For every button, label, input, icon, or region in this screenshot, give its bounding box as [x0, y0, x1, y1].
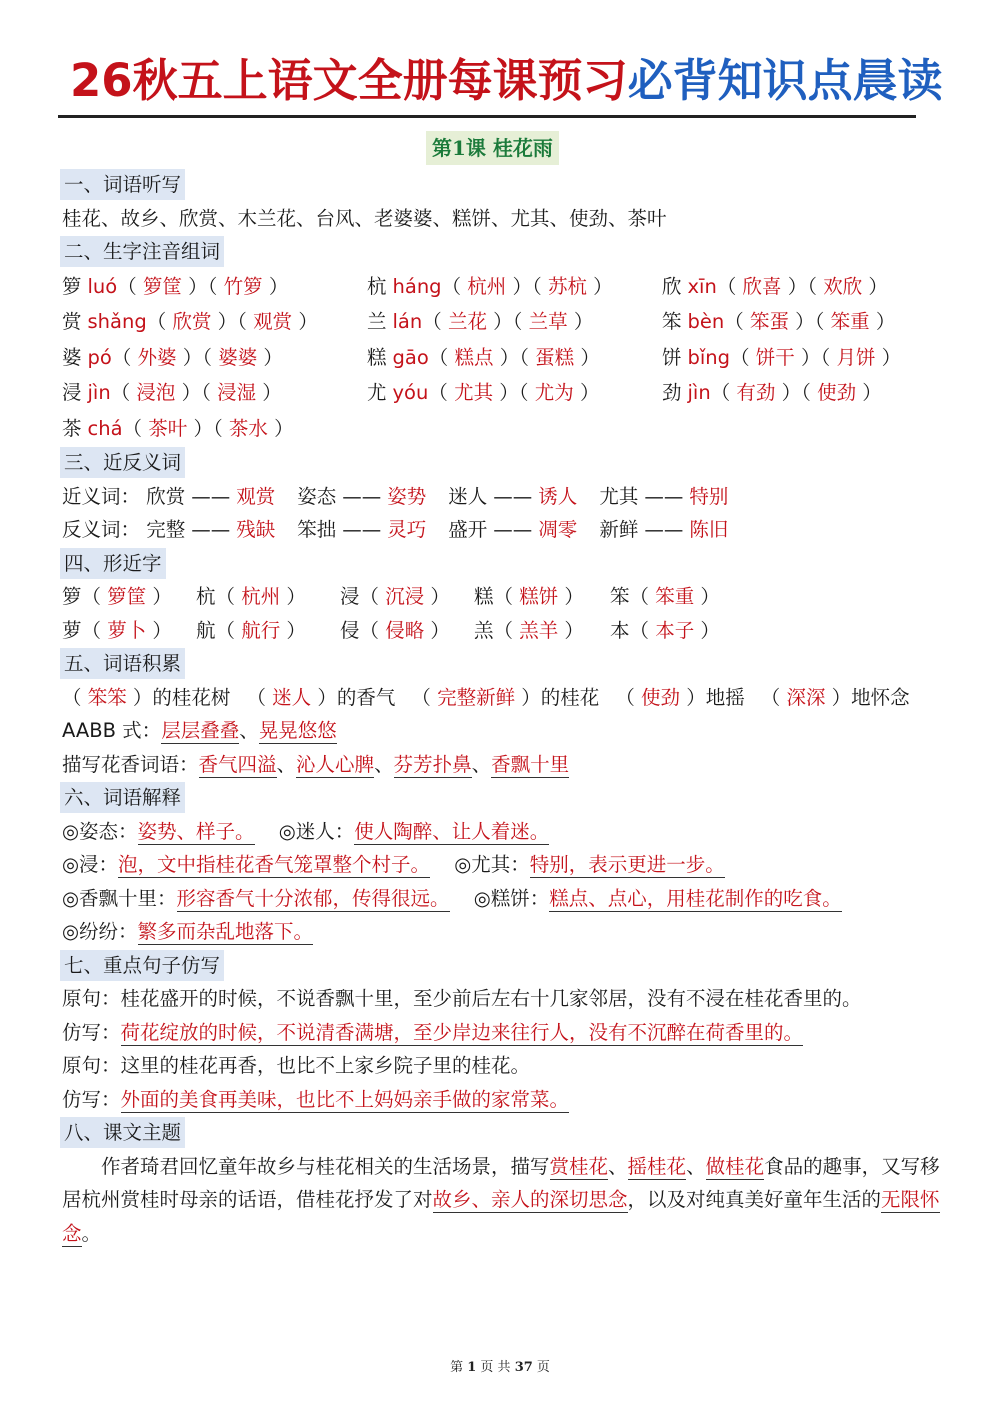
word-pair	[297, 485, 426, 508]
pinyin-word: 饼干	[755, 345, 795, 369]
pair-word: 盛开	[448, 518, 488, 541]
explanation-def: 形容香气十分浓郁，传得很远。	[176, 886, 450, 910]
theme-text: 作者琦君回忆童年故乡与桂花相关的生活场景，描写	[101, 1154, 550, 1178]
theme-keyword: 赏桂花	[549, 1154, 609, 1178]
fragrance-word: 香气四溢	[198, 752, 277, 776]
explanation-row	[62, 848, 952, 882]
pinyin: luó	[87, 274, 118, 298]
pair-word-answer: 诱人	[538, 484, 578, 508]
fragrance-word: 芬芳扑鼻	[393, 752, 472, 776]
similar-char-entry: 萝（ 萝卜 ）	[62, 618, 172, 642]
phrase-tail: 地摇	[705, 685, 745, 709]
similar-chars-row	[62, 580, 952, 614]
pinyin-char: 箩	[62, 274, 82, 298]
pair-word-answer: 特别	[689, 484, 729, 508]
pinyin: bǐng	[687, 345, 731, 369]
pinyin-char: 浸	[62, 381, 82, 404]
pinyin-char: 婆	[62, 345, 82, 369]
word-pair	[146, 485, 275, 508]
original-text: 桂花盛开的时候，不说香飘十里，至少前后左右十几家邻居，没有不浸在桂花香里的。	[120, 987, 862, 1010]
theme-keyword: 做桂花	[705, 1154, 765, 1178]
pinyin-word: 苏杭	[547, 274, 587, 298]
original-text: 这里的桂花再香，也比不上家乡院子里的桂花。	[120, 1054, 531, 1077]
original-label: 原句：	[62, 1054, 121, 1077]
similar-char-entry: 箩（ 箩筐 ）	[62, 585, 172, 608]
theme-text: 食品的趣事，又写移居杭州赏桂时母亲的话语，借桂花抒发了对	[62, 1154, 940, 1211]
pinyin: xīn	[687, 274, 717, 298]
fragrance-word: 香飘十里	[491, 752, 570, 776]
pinyin-char: 劲	[662, 381, 682, 404]
similar-chars-row	[62, 614, 952, 648]
section-heading-theme: 八、课文主题	[60, 1117, 185, 1148]
explanation-def: 泡，文中指桂花香气笼罩整个村子。	[118, 853, 431, 876]
pinyin-char: 欣	[662, 274, 682, 298]
similar-char: 萝	[62, 618, 82, 642]
pair-dash: ——	[342, 484, 382, 508]
similar-char-word: 沉浸	[385, 585, 425, 608]
theme-keyword: 无限怀念	[62, 1188, 940, 1245]
phrase-word: 迷人	[272, 685, 312, 709]
pinyin-word: 箩筐	[142, 274, 182, 298]
section-heading-word-accumulation: 五、词语积累	[60, 648, 185, 679]
pinyin-char: 杭	[367, 274, 387, 298]
pinyin-entry: 饼 bǐng（ 饼干 ）（ 月饼 ）	[662, 345, 902, 369]
section-heading-synonyms: 三、近反义词	[60, 447, 185, 478]
footer-text: 第	[450, 1360, 464, 1375]
phrase-tail: 的香气	[336, 685, 396, 709]
pinyin: jìn	[87, 381, 111, 404]
phrase: （ 深深 ）地怀念	[760, 685, 910, 709]
similar-char: 侵	[340, 618, 360, 642]
fragrance-label: 描写花香词语：	[62, 752, 199, 776]
similar-char: 箩	[62, 585, 82, 608]
word-pair	[599, 485, 728, 508]
pair-word: 完整	[146, 518, 186, 541]
page-footer	[0, 1356, 1000, 1375]
pinyin-char: 尤	[367, 381, 387, 404]
phrase: （ 笨笨 ）的桂花树	[62, 685, 231, 709]
phrase-word: 使劲	[641, 685, 681, 709]
fragrance-word: 沁人心脾	[296, 752, 375, 776]
pinyin-entry: 欣 xīn（ 欣喜 ）（ 欢欣 ）	[662, 274, 888, 298]
section-heading-explanations: 六、词语解释	[60, 782, 185, 813]
pair-word: 姿态	[297, 484, 337, 508]
aabb-row: AABB 式：层层叠叠、晃晃悠悠	[62, 719, 337, 742]
explanation-term: ◎迷人：	[278, 819, 355, 843]
similar-char-word: 本子	[655, 618, 695, 642]
imitation-text: 外面的美食再美味，也比不上妈妈亲手做的家常菜。	[120, 1087, 570, 1111]
pinyin-char: 笨	[662, 310, 682, 333]
theme-separator: 、	[608, 1154, 628, 1178]
word-pair	[146, 518, 275, 541]
lesson-title: 第1课 桂花雨	[426, 131, 559, 165]
antonym-row	[62, 513, 952, 547]
pinyin-word: 竹箩	[223, 274, 263, 298]
word-pair	[297, 518, 426, 541]
pair-word: 欣赏	[146, 484, 186, 508]
pair-word: 迷人	[448, 484, 488, 508]
pinyin-word: 浸湿	[217, 381, 257, 404]
phrase-tail: 的桂花	[540, 685, 600, 709]
title-part-c: 必背知识点晨读	[627, 54, 943, 107]
word-pair	[448, 518, 577, 541]
pinyin-word: 观赏	[253, 310, 293, 333]
similar-char: 羔	[474, 618, 494, 642]
pinyin: gāo	[392, 345, 429, 369]
pinyin: jìn	[687, 381, 711, 404]
similar-char-entry: 笨（ 笨重 ）	[610, 585, 720, 608]
pair-word-answer: 凋零	[538, 518, 578, 541]
similar-char-word: 杭州	[241, 585, 281, 608]
pinyin-word: 欣喜	[742, 274, 782, 298]
pinyin-word: 杭州	[467, 274, 507, 298]
pinyin-row	[62, 375, 952, 411]
pinyin-entry: 糕 gāo（ 糕点 ）（ 蛋糕 ）	[367, 345, 600, 369]
dictation-words: 桂花、故乡、欣赏、木兰花、台风、老婆婆、糕饼、尤其、使劲、茶叶	[62, 206, 667, 230]
pinyin-word: 婆婆	[218, 345, 258, 369]
pinyin-word: 欣赏	[172, 310, 212, 333]
pair-word: 新鲜	[599, 518, 639, 541]
pair-word-answer: 观赏	[236, 484, 276, 508]
similar-char-entry: 糕（ 糕饼 ）	[474, 585, 584, 608]
pinyin: pó	[87, 345, 112, 369]
pinyin-word: 浸泡	[136, 381, 176, 404]
theme-separator: 、	[686, 1154, 706, 1178]
synonym-row	[62, 480, 952, 514]
pair-dash: ——	[191, 484, 231, 508]
explanation-term: ◎尤其：	[454, 853, 530, 876]
similar-char: 糕	[474, 585, 494, 608]
section-heading-dictation: 一、词语听写	[60, 169, 185, 200]
theme-text: ，以及对纯真美好童年生活的	[627, 1188, 882, 1211]
pinyin-word: 茶水	[228, 416, 268, 440]
pair-word: 笨拙	[297, 518, 337, 541]
pinyin-word: 尤为	[534, 381, 574, 404]
phrase-row	[62, 681, 952, 715]
pinyin: háng	[392, 274, 442, 298]
phrase-tail: 的桂花树	[152, 685, 231, 709]
phrase: （ 迷人 ）的香气	[246, 685, 396, 709]
explanation-row	[62, 882, 952, 916]
pinyin-word: 欢欣	[823, 274, 863, 298]
theme-keyword: 摇桂花	[627, 1154, 687, 1178]
similar-char-entry: 杭（ 杭州 ）	[196, 585, 306, 608]
pinyin-word: 笨重	[830, 310, 870, 333]
pair-dash: ——	[342, 518, 382, 541]
pair-dash: ——	[644, 518, 684, 541]
aabb-word: 晃晃悠悠	[258, 719, 337, 742]
aabb-word: 层层叠叠	[161, 719, 240, 742]
pinyin-entry: 杭 háng（ 杭州 ）（ 苏杭 ）	[367, 274, 613, 298]
explanation-term: ◎姿态：	[62, 819, 138, 843]
pair-word: 尤其	[599, 484, 639, 508]
imitation-sentence	[62, 1016, 952, 1050]
pair-word-answer: 残缺	[236, 518, 276, 541]
content	[62, 168, 952, 1250]
phrase: （ 完整新鲜 ）的桂花	[411, 685, 600, 709]
pair-dash: ——	[191, 518, 231, 541]
explanation-def: 特别，表示更进一步。	[529, 853, 725, 876]
pinyin-word: 使劲	[817, 381, 857, 404]
pinyin-word: 茶叶	[148, 416, 188, 440]
footer-text: 页	[536, 1360, 550, 1375]
pinyin-entry: 劲 jìn（ 有劲 ）（ 使劲 ）	[662, 381, 882, 404]
explanation-row	[62, 815, 952, 849]
section-heading-imitation: 七、重点句子仿写	[60, 950, 224, 981]
pinyin-word: 尤其	[454, 381, 494, 404]
pinyin: chá	[87, 416, 123, 440]
phrase-tail: 地怀念	[851, 685, 910, 709]
explanation-def: 姿势、样子。	[137, 819, 255, 843]
pinyin-word: 有劲	[736, 381, 776, 404]
similar-char-entry: 侵（ 侵略 ）	[340, 618, 450, 642]
pinyin: lán	[392, 310, 423, 333]
theme-keyword: 故乡、亲人的深切思念	[432, 1188, 628, 1211]
explanation-def: 糕点、点心，用桂花制作的吃食。	[549, 886, 842, 910]
pinyin-word: 兰草	[528, 310, 568, 333]
page-number: 1	[467, 1360, 477, 1375]
pinyin-row	[62, 269, 952, 305]
title-part-a: 26秋五上语文全册	[70, 54, 448, 107]
antonym-label: 反义词：	[62, 518, 141, 541]
pinyin-entry: 赏 shǎng（ 欣赏 ）（ 观赏 ）	[62, 310, 318, 333]
similar-char-entry: 航（ 航行 ）	[196, 618, 306, 642]
pinyin-char: 兰	[367, 310, 387, 333]
phrase-word: 完整新鲜	[437, 685, 516, 709]
pinyin-char: 茶	[62, 416, 82, 440]
pair-dash: ——	[493, 484, 533, 508]
theme-paragraph	[62, 1150, 942, 1251]
pinyin-row	[62, 340, 952, 376]
total-pages: 37	[514, 1360, 533, 1375]
explanation-row	[62, 915, 952, 949]
word-pair	[599, 518, 728, 541]
similar-char: 本	[610, 618, 630, 642]
footer-text: 页 共	[480, 1360, 511, 1375]
explanation-def: 使人陶醉、让人着迷。	[354, 819, 550, 843]
pair-word-answer: 灵巧	[387, 518, 427, 541]
similar-char-word: 笨重	[655, 585, 695, 608]
similar-char-word: 羔羊	[519, 618, 559, 642]
pinyin-entry: 婆 pó（ 外婆 ）（ 婆婆 ）	[62, 345, 283, 369]
pair-dash: ——	[644, 484, 684, 508]
pinyin-entry: 笨 bèn（ 笨蛋 ）（ 笨重 ）	[662, 310, 896, 333]
aabb-label: AABB 式：	[62, 719, 162, 742]
imitation-label: 仿写：	[62, 1020, 121, 1044]
pinyin-entry: 浸 jìn（ 浸泡 ）（ 浸湿 ）	[62, 381, 282, 404]
pinyin-word: 月饼	[836, 345, 876, 369]
pinyin-grid	[62, 269, 952, 447]
similar-char-word: 航行	[241, 618, 281, 642]
title-divider	[58, 115, 916, 118]
pinyin-word: 蛋糕	[535, 345, 575, 369]
title-part-b: 每课预习	[447, 54, 628, 107]
theme-text: 。	[81, 1221, 102, 1245]
fragrance-row: 描写花香词语：香气四溢、沁人心脾、芬芳扑鼻、香飘十里	[62, 752, 570, 776]
pinyin-entry: 茶 chá（ 茶叶 ）（ 茶水 ）	[62, 416, 294, 440]
phrase-word: 深深	[786, 685, 826, 709]
similar-char-word: 糕饼	[519, 585, 559, 608]
section-heading-similar-chars: 四、形近字	[60, 548, 166, 579]
similar-char-entry: 本（ 本子 ）	[610, 618, 720, 642]
explanation-term: ◎香飘十里：	[62, 886, 177, 910]
pinyin-char: 饼	[662, 345, 682, 369]
original-label: 原句：	[62, 987, 121, 1010]
similar-char-word: 萝卜	[107, 618, 147, 642]
imitation-label: 仿写：	[62, 1087, 121, 1111]
phrase-word: 笨笨	[87, 685, 127, 709]
explanation-def: 繁多而杂乱地落下。	[137, 920, 314, 943]
original-sentence	[62, 1049, 952, 1083]
explanation-term: ◎纷纷：	[62, 920, 138, 943]
word-pair	[448, 485, 577, 508]
pinyin-word: 笨蛋	[749, 310, 789, 333]
document-title	[70, 54, 943, 107]
pinyin-char: 赏	[62, 310, 82, 333]
similar-char-word: 侵略	[385, 618, 425, 642]
similar-char: 浸	[340, 585, 360, 608]
pinyin-entry: 尤 yóu（ 尤其 ）（ 尤为 ）	[367, 381, 600, 404]
similar-char-entry: 羔（ 羔羊 ）	[474, 618, 584, 642]
pinyin: bèn	[687, 310, 725, 333]
explanation-term: ◎浸：	[62, 853, 119, 876]
pinyin-word: 糕点	[454, 345, 494, 369]
pinyin-entry: 箩 luó（ 箩筐 ）（ 竹箩 ）	[62, 274, 289, 298]
pinyin-word: 外婆	[137, 345, 177, 369]
imitation-sentence	[62, 1083, 952, 1117]
pair-dash: ——	[493, 518, 533, 541]
similar-char: 笨	[610, 585, 630, 608]
similar-char-entry: 浸（ 沉浸 ）	[340, 585, 450, 608]
pinyin-char: 糕	[367, 345, 387, 369]
pinyin: shǎng	[87, 310, 147, 333]
synonym-label: 近义词：	[62, 484, 141, 508]
similar-char: 杭	[196, 585, 216, 608]
similar-char: 航	[196, 618, 216, 642]
pinyin-entry: 兰 lán（ 兰花 ）（ 兰草 ）	[367, 310, 594, 333]
pinyin-word: 兰花	[447, 310, 487, 333]
phrase: （ 使劲 ）地摇	[615, 685, 745, 709]
pinyin-row	[62, 304, 952, 340]
imitation-text: 荷花绽放的时候，不说清香满塘，至少岸边来往行人，没有不沉醉在荷香里的。	[120, 1020, 804, 1044]
pinyin-row	[62, 411, 952, 447]
section-heading-pinyin: 二、生字注音组词	[60, 236, 224, 267]
pair-word-answer: 姿势	[387, 484, 427, 508]
pair-word-answer: 陈旧	[689, 518, 729, 541]
similar-char-word: 箩筐	[107, 585, 147, 608]
explanation-term: ◎糕饼：	[473, 886, 550, 910]
original-sentence	[62, 982, 952, 1016]
pinyin: yóu	[392, 381, 429, 404]
